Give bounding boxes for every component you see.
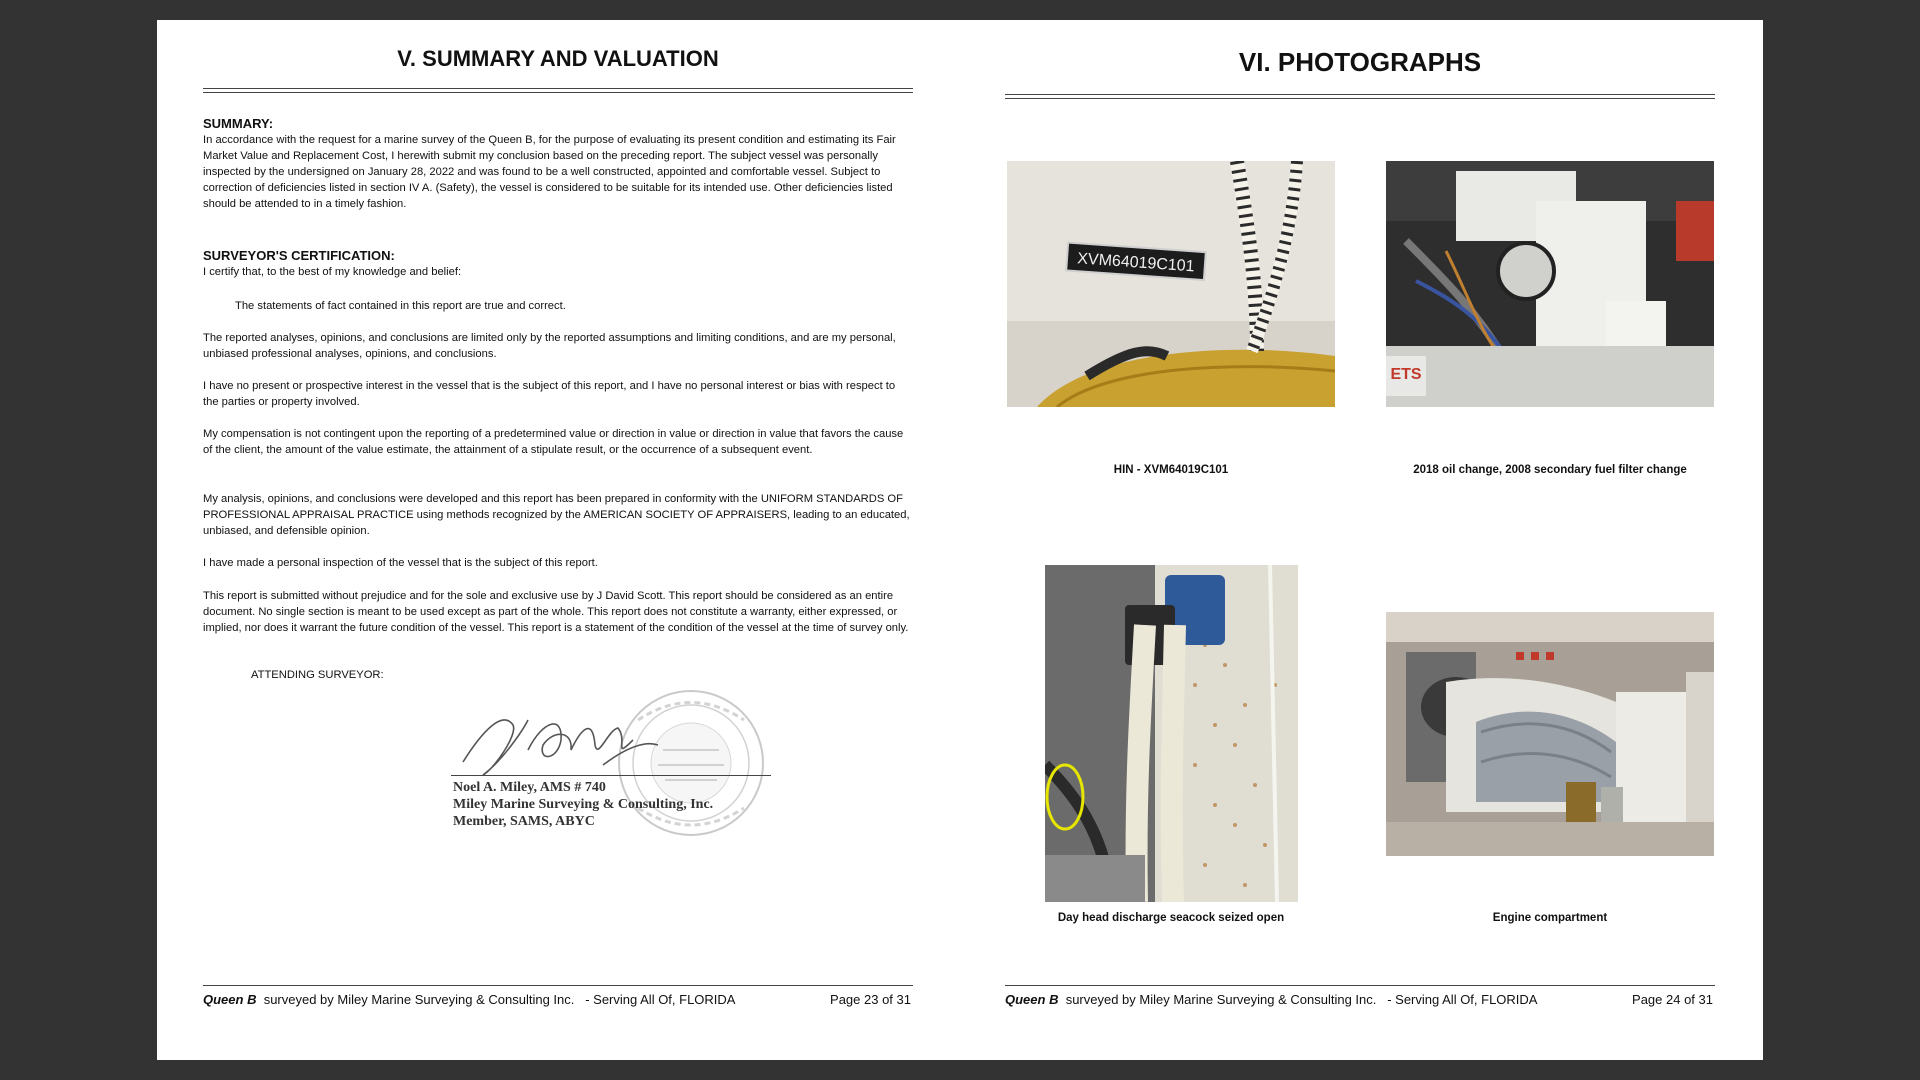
title-rule — [1005, 94, 1715, 99]
photo-generator — [1386, 161, 1714, 407]
footer-text: surveyed by Miley Marine Surveying & Consulting Inc. - Serving All Of, FLORIDA — [1058, 992, 1538, 1007]
cert-item: The reported analyses, opinions, and conclusions are limited only by the reported assumptions and limiting conditions, and are my personal, unbiased professional analyses, opinions, and conclusions. — [203, 332, 896, 360]
hin-plate-text: XVM64019C101 — [1076, 250, 1196, 276]
photo-engine-compartment — [1386, 612, 1714, 856]
photo-caption: 2018 oil change, 2008 secondary fuel filter change — [1413, 464, 1687, 476]
engine-photo-graphic — [1386, 612, 1714, 856]
hin-photo-graphic — [1007, 161, 1335, 407]
cert-item: The statements of fact contained in this report are true and correct. — [235, 300, 566, 312]
summary-text: In accordance with the request for a marine survey of the Queen B, for the purpose of evaluating its present condition and estimating its Fair Market Value and Replacement Cost, I herewith submit my conclusion based on the preceding report. The subject vessel was personally inspected by the undersigned on January 28, 2022 and was found to be a well constructed, appointed and comfortable vessel. Subject to correction of deficiencies listed in section IV A. (Safety), the vessel is considered to be suitable for its intended use. Other deficiencies listed should be attended to in a timely fashion. — [203, 134, 896, 210]
generator-sign-text: ETS — [1390, 366, 1422, 383]
cert-item: My compensation is not contingent upon the reporting of a predetermined value or direction in value or direction in value that favors the cause of the client, the amount of the value estimate, the attainment of a stipulate result, or the occurrence of a subsequent event. — [203, 428, 904, 456]
page-footer — [203, 992, 913, 1007]
photo-caption: Engine compartment — [1492, 912, 1608, 924]
cert-item: I have no present or prospective interest in the vessel that is the subject of this report, and I have no personal interest or bias with respect to the parties or property involved. — [203, 380, 896, 408]
title-rule — [203, 88, 913, 93]
footer-vessel-name: Queen B — [203, 992, 257, 1007]
summary-section — [203, 116, 913, 212]
cert-item: I have made a personal inspection of the vessel that is the subject of this report. — [203, 557, 598, 569]
signature-block — [443, 690, 783, 840]
photo-caption: HIN - XVM64019C101 — [1113, 464, 1229, 476]
generator-photo-graphic — [1386, 161, 1714, 407]
attending-surveyor-label: ATTENDING SURVEYOR: — [251, 669, 384, 681]
certification-section — [203, 248, 913, 280]
footer-text: surveyed by Miley Marine Surveying & Consulting Inc. - Serving All Of, FLORIDA — [256, 992, 736, 1007]
page-24 — [1005, 20, 1715, 1060]
signature-line — [451, 775, 771, 776]
signature-membership: Member, SAMS, ABYC — [453, 814, 595, 829]
cert-item: My analysis, opinions, and conclusions were developed and this report has been prepared in conformity with the UNIFORM STANDARDS OF PROFESSIONAL APPRAISAL PRACTICE using methods recognized by the AMERICAN SOCIETY OF APPRAISERS, leading to an educated, unbiased, and defensible opinion. — [203, 493, 910, 537]
photo-seacock — [1045, 565, 1298, 902]
footer-vessel-name: Queen B — [1005, 992, 1059, 1007]
seacock-photo-graphic — [1045, 565, 1298, 902]
page-footer — [1005, 992, 1715, 1007]
photo-hin-plate — [1007, 161, 1335, 407]
signature-company: Miley Marine Surveying & Consulting, Inc. — [453, 797, 714, 812]
cert-item: This report is submitted without prejudice and for the sole and exclusive use by J David Scott. This report should be considered as an entire document. No single section is meant to be used except as part of the whole. This report does not constitute a warranty, either expressed, or implied, nor does it warrant the future condition of the vessel. This report is a statement of the condition of the vessel at the time of survey only. — [203, 590, 909, 634]
footer-page-number: Page 24 of 31 — [1632, 992, 1713, 1007]
footer-rule — [203, 985, 913, 986]
cert-intro: I certify that, to the best of my knowledge and belief: — [203, 266, 462, 278]
page-title: VI. PHOTOGRAPHS — [1238, 47, 1482, 77]
document-sheet — [157, 20, 1763, 1060]
footer-rule — [1005, 985, 1715, 986]
cert-heading: SURVEYOR'S CERTIFICATION: — [203, 248, 395, 263]
summary-heading: SUMMARY: — [203, 116, 274, 131]
signature-name: Noel A. Miley, AMS # 740 — [453, 780, 606, 795]
page-title: V. SUMMARY AND VALUATION — [397, 46, 719, 71]
footer-page-number: Page 23 of 31 — [830, 992, 911, 1007]
signature-text — [453, 779, 713, 830]
photo-caption: Day head discharge seacock seized open — [1057, 912, 1285, 924]
page-23 — [203, 20, 913, 1060]
